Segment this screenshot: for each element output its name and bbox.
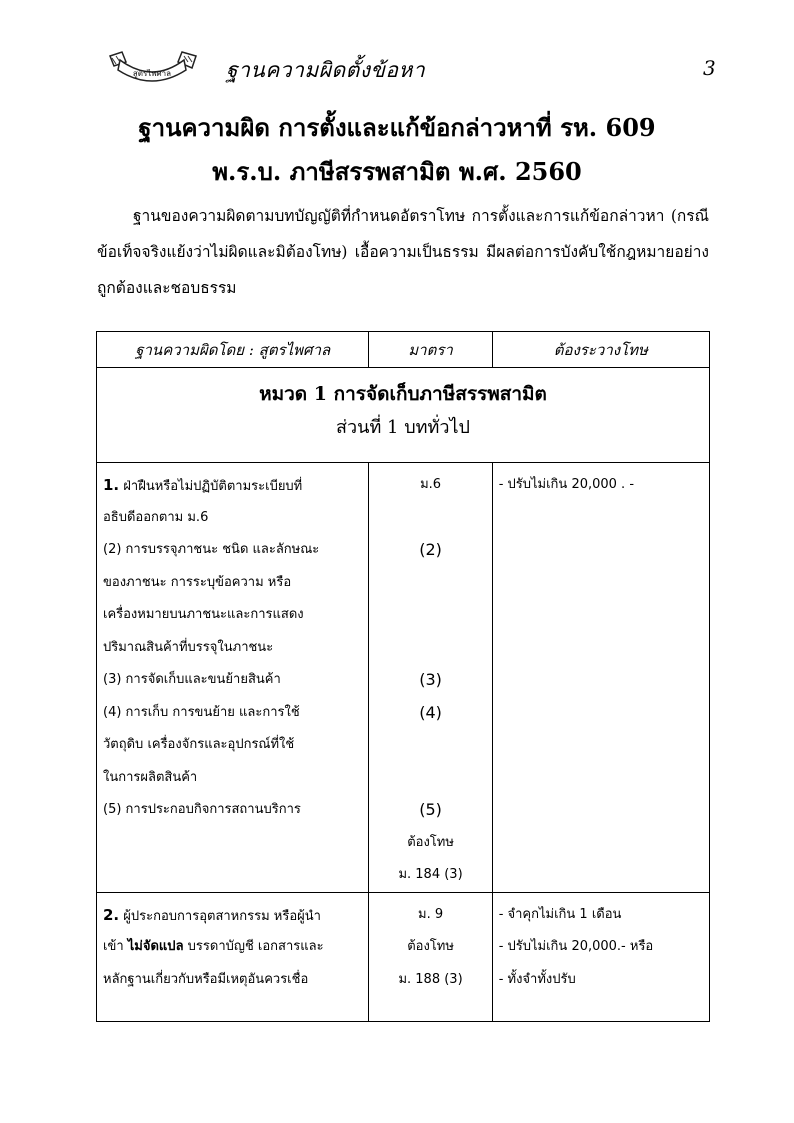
row-number: 2. bbox=[103, 905, 120, 924]
description-line: อธิบดีออกตาม ม.6 bbox=[103, 509, 209, 525]
section-ref bbox=[369, 729, 491, 762]
table-row bbox=[97, 892, 710, 1021]
section-ref: ต้องโทษ bbox=[407, 834, 454, 850]
description-line: บรรดาบัญชี เอกสารและ bbox=[183, 939, 324, 954]
description-line: วัตถุดิบ เครื่องจักรและอุปกรณ์ที่ใช้ bbox=[103, 737, 295, 752]
description-line: ปริมาณสินค้าที่บรรจุในภาชนะ bbox=[103, 639, 274, 655]
header-penalty: ต้องระวางโทษ bbox=[492, 332, 709, 368]
intro-paragraph bbox=[97, 198, 709, 306]
logo-scroll-icon bbox=[104, 48, 200, 88]
penalty-cell bbox=[492, 463, 709, 893]
header-offense: ฐานความผิดโดย : สูตรไพศาล bbox=[97, 332, 369, 368]
description-line: หลักฐานเกี่ยวกับหรือมีเหตุอันควรเชื่อ bbox=[103, 971, 309, 987]
description-line: ผู้ประกอบการอุตสาหกรรม หรือผู้นำ bbox=[123, 908, 321, 924]
section-ref: (3) bbox=[419, 670, 442, 689]
section-ref bbox=[369, 567, 491, 600]
document-title: ฐานความผิด การตั้งและแก้ข้อกล่าวหาที่ รห. 609 bbox=[138, 113, 656, 142]
description-line: ของภาชนะ การระบุข้อความ หรือ bbox=[103, 574, 292, 590]
section-ref bbox=[369, 632, 491, 665]
description-line: เข้า bbox=[103, 939, 128, 954]
table-header-row bbox=[97, 332, 710, 368]
description-line: (4) การเก็บ การขนย้าย และการใช้ bbox=[103, 704, 300, 720]
description-line: (5) การประกอบกิจการสถานบริการ bbox=[103, 802, 301, 817]
intro-text: ฐานของความผิดตามบทบัญญัติที่กำหนดอัตราโทษ การตั้งและการแก้ข้อกล่าวหา (กรณีข้อเท็จจริงแย้งว่าไม่ผิดและมิต้องโทษ) เอื้อความเป็นธรรม มีผลต่อการบังคับใช้กฎหมายอย่างถูกต้องและชอบธรรม bbox=[97, 207, 709, 297]
section-ref: ม. 188 (3) bbox=[398, 971, 463, 987]
offense-table bbox=[96, 331, 710, 1022]
part-title: ส่วนที่ 1 บททั่วไป bbox=[336, 417, 470, 438]
penalty-line: - ปรับไม่เกิน 20,000 . - bbox=[498, 477, 635, 492]
section-ref: ต้องโทษ bbox=[407, 939, 454, 954]
section-ref: ม.6 bbox=[420, 477, 442, 492]
svg-text:สูตรไพศาล: สูตรไพศาล bbox=[132, 69, 172, 78]
section-ref: ม. 184 (3) bbox=[398, 867, 463, 882]
row-number: 1. bbox=[103, 476, 120, 494]
running-title: ฐานความผิดตั้งข้อหา bbox=[226, 58, 426, 82]
penalty-line: - ปรับไม่เกิน 20,000.- หรือ bbox=[498, 939, 654, 954]
section-ref bbox=[369, 502, 491, 535]
description-line: (2) การบรรจุภาชนะ ชนิด และลักษณะ bbox=[103, 542, 320, 557]
penalty-cell bbox=[492, 892, 709, 1021]
section-ref bbox=[369, 599, 491, 632]
section-ref: (5) bbox=[419, 800, 442, 819]
page-number: 3 bbox=[703, 56, 716, 80]
description-line: ฝ่าฝืนหรือไม่ปฏิบัติตามระเบียบที่ bbox=[123, 479, 303, 494]
chapter-title: หมวด 1 การจัดเก็บภาษีสรรพสามิต bbox=[259, 383, 547, 405]
description-line: (3) การจัดเก็บและขนย้ายสินค้า bbox=[103, 672, 281, 687]
penalty-line: - จำคุกไม่เกิน 1 เดือน bbox=[498, 906, 622, 922]
section-row bbox=[97, 368, 710, 463]
header-section: มาตรา bbox=[369, 332, 492, 368]
section-ref: (2) bbox=[419, 540, 442, 559]
section-ref: ม. 9 bbox=[418, 906, 444, 922]
description-line: ในการผลิตสินค้า bbox=[103, 769, 198, 785]
table-row bbox=[97, 463, 710, 893]
offense-cell bbox=[97, 463, 369, 893]
section-heading-cell bbox=[97, 368, 710, 463]
section-cell bbox=[369, 463, 492, 893]
section-cell bbox=[369, 892, 492, 1021]
section-ref: (4) bbox=[419, 702, 442, 722]
offense-cell bbox=[97, 892, 369, 1021]
description-line: เครื่องหมายบนภาชนะและการแสดง bbox=[103, 607, 304, 622]
penalty-line: - ทั้งจำทั้งปรับ bbox=[498, 971, 576, 987]
document-subtitle: พ.ร.บ. ภาษีสรรพสามิต พ.ศ. 2560 bbox=[212, 157, 582, 186]
section-ref bbox=[369, 762, 491, 795]
bold-phrase: ไม่จัดแปล bbox=[127, 939, 184, 954]
page-header bbox=[98, 44, 718, 94]
